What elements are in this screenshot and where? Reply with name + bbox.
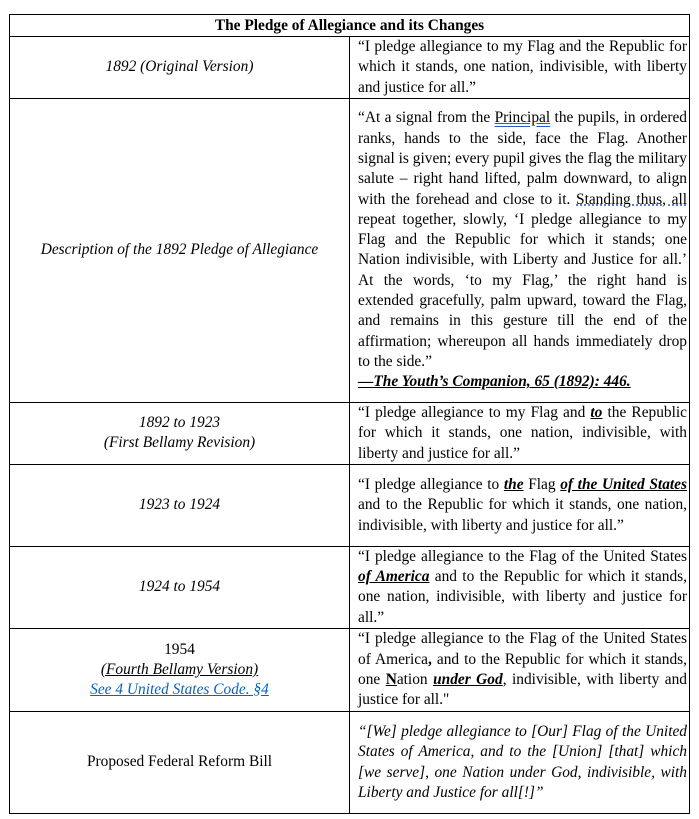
pledge-text-cell: “I pledge allegiance to my Flag and the Republic for which it stands, one nation, indivisible, with liberty and justice for all.” [350,37,690,99]
table-row [10,402,690,464]
standing-phrase: Standing thus, all [576,190,687,208]
change-highlight: of America [358,568,430,586]
table-row [10,464,690,546]
pledge-text-cell: “I pledge allegiance to the Flag of the United States of America, and to the Republic for which it stands, one Nation under God, indivisible, with liberty and justice for all." [350,629,690,712]
change-highlight: of the United States [560,475,687,493]
change-highlight: to [590,403,603,421]
period-cell: Description of the 1892 Pledge of Allegiance [10,98,350,402]
pledge-text-cell: “[We] pledge allegiance to [Our] Flag of the United States of America, and to the [Union] [that] which [we serve], one Nation under God, indivisible, with Liberty and Justice for all[!]” [350,712,690,814]
table-title-row [10,15,690,37]
pledge-text-cell: “At a signal from the Principal the pupils, in ordered ranks, hands to the side, face the Flag. Another signal is given; every pupil gives the flag the military salute – right hand lifted, palm downward, to align with the forehead and close to it. Standing thus, all repeat together, slowly, ‘I pledge allegiance to my Flag and the Republic for which it stands; one Nation indivisible, with Liberty and Justice for all.’ At the words, ‘to my Flag,’ the right hand is extended gracefully, palm upward, toward the Flag, and remains in this gesture till the end of the affirmation; whereupon all hands immediately drop to the side.” —The Youth’s Companion, 65 (1892): 446. [350,98,690,402]
change-highlight: under God [433,671,503,689]
change-highlight: , [427,650,432,668]
version-label: (Fourth Bellamy Version) [100,660,259,678]
change-highlight: N [385,671,397,689]
period-cell: Proposed Federal Reform Bill [10,712,350,814]
pledge-text-cell: “I pledge allegiance to my Flag and to the Republic for which it stands, one nation, indivisible, with liberty and justice for all.” [350,402,690,464]
period-cell: 1924 to 1954 [10,546,350,628]
table-title: The Pledge of Allegiance and its Changes [10,15,690,37]
table-row [10,712,690,814]
us-code-link[interactable]: See 4 United States Code. §4 [90,681,269,699]
citation: —The Youth’s Companion, 65 (1892): 446. [358,373,631,391]
period-cell: 1892 (Original Version) [10,37,350,99]
period-cell: 1954 (Fourth Bellamy Version) See 4 United States Code. §4 [10,629,350,712]
change-highlight: the [503,475,524,493]
period-cell: 1923 to 1924 [10,464,350,546]
pledge-text-cell: “I pledge allegiance to the Flag of the United States of America and to the Republic for which it stands, one nation, indivisible, with liberty and justice for all.” [350,546,690,628]
period-cell: 1892 to 1923 (First Bellamy Revision) [10,402,350,464]
pledge-table [9,14,690,814]
table-row [10,98,690,402]
table-row [10,629,690,712]
table-row [10,546,690,628]
pledge-text-cell: “I pledge allegiance to the Flag of the United States and to the Republic for which it stands, one nation, indivisible, with liberty and justice for all.” [350,464,690,546]
principal-word: Principal [494,109,551,127]
table-row [10,37,690,99]
